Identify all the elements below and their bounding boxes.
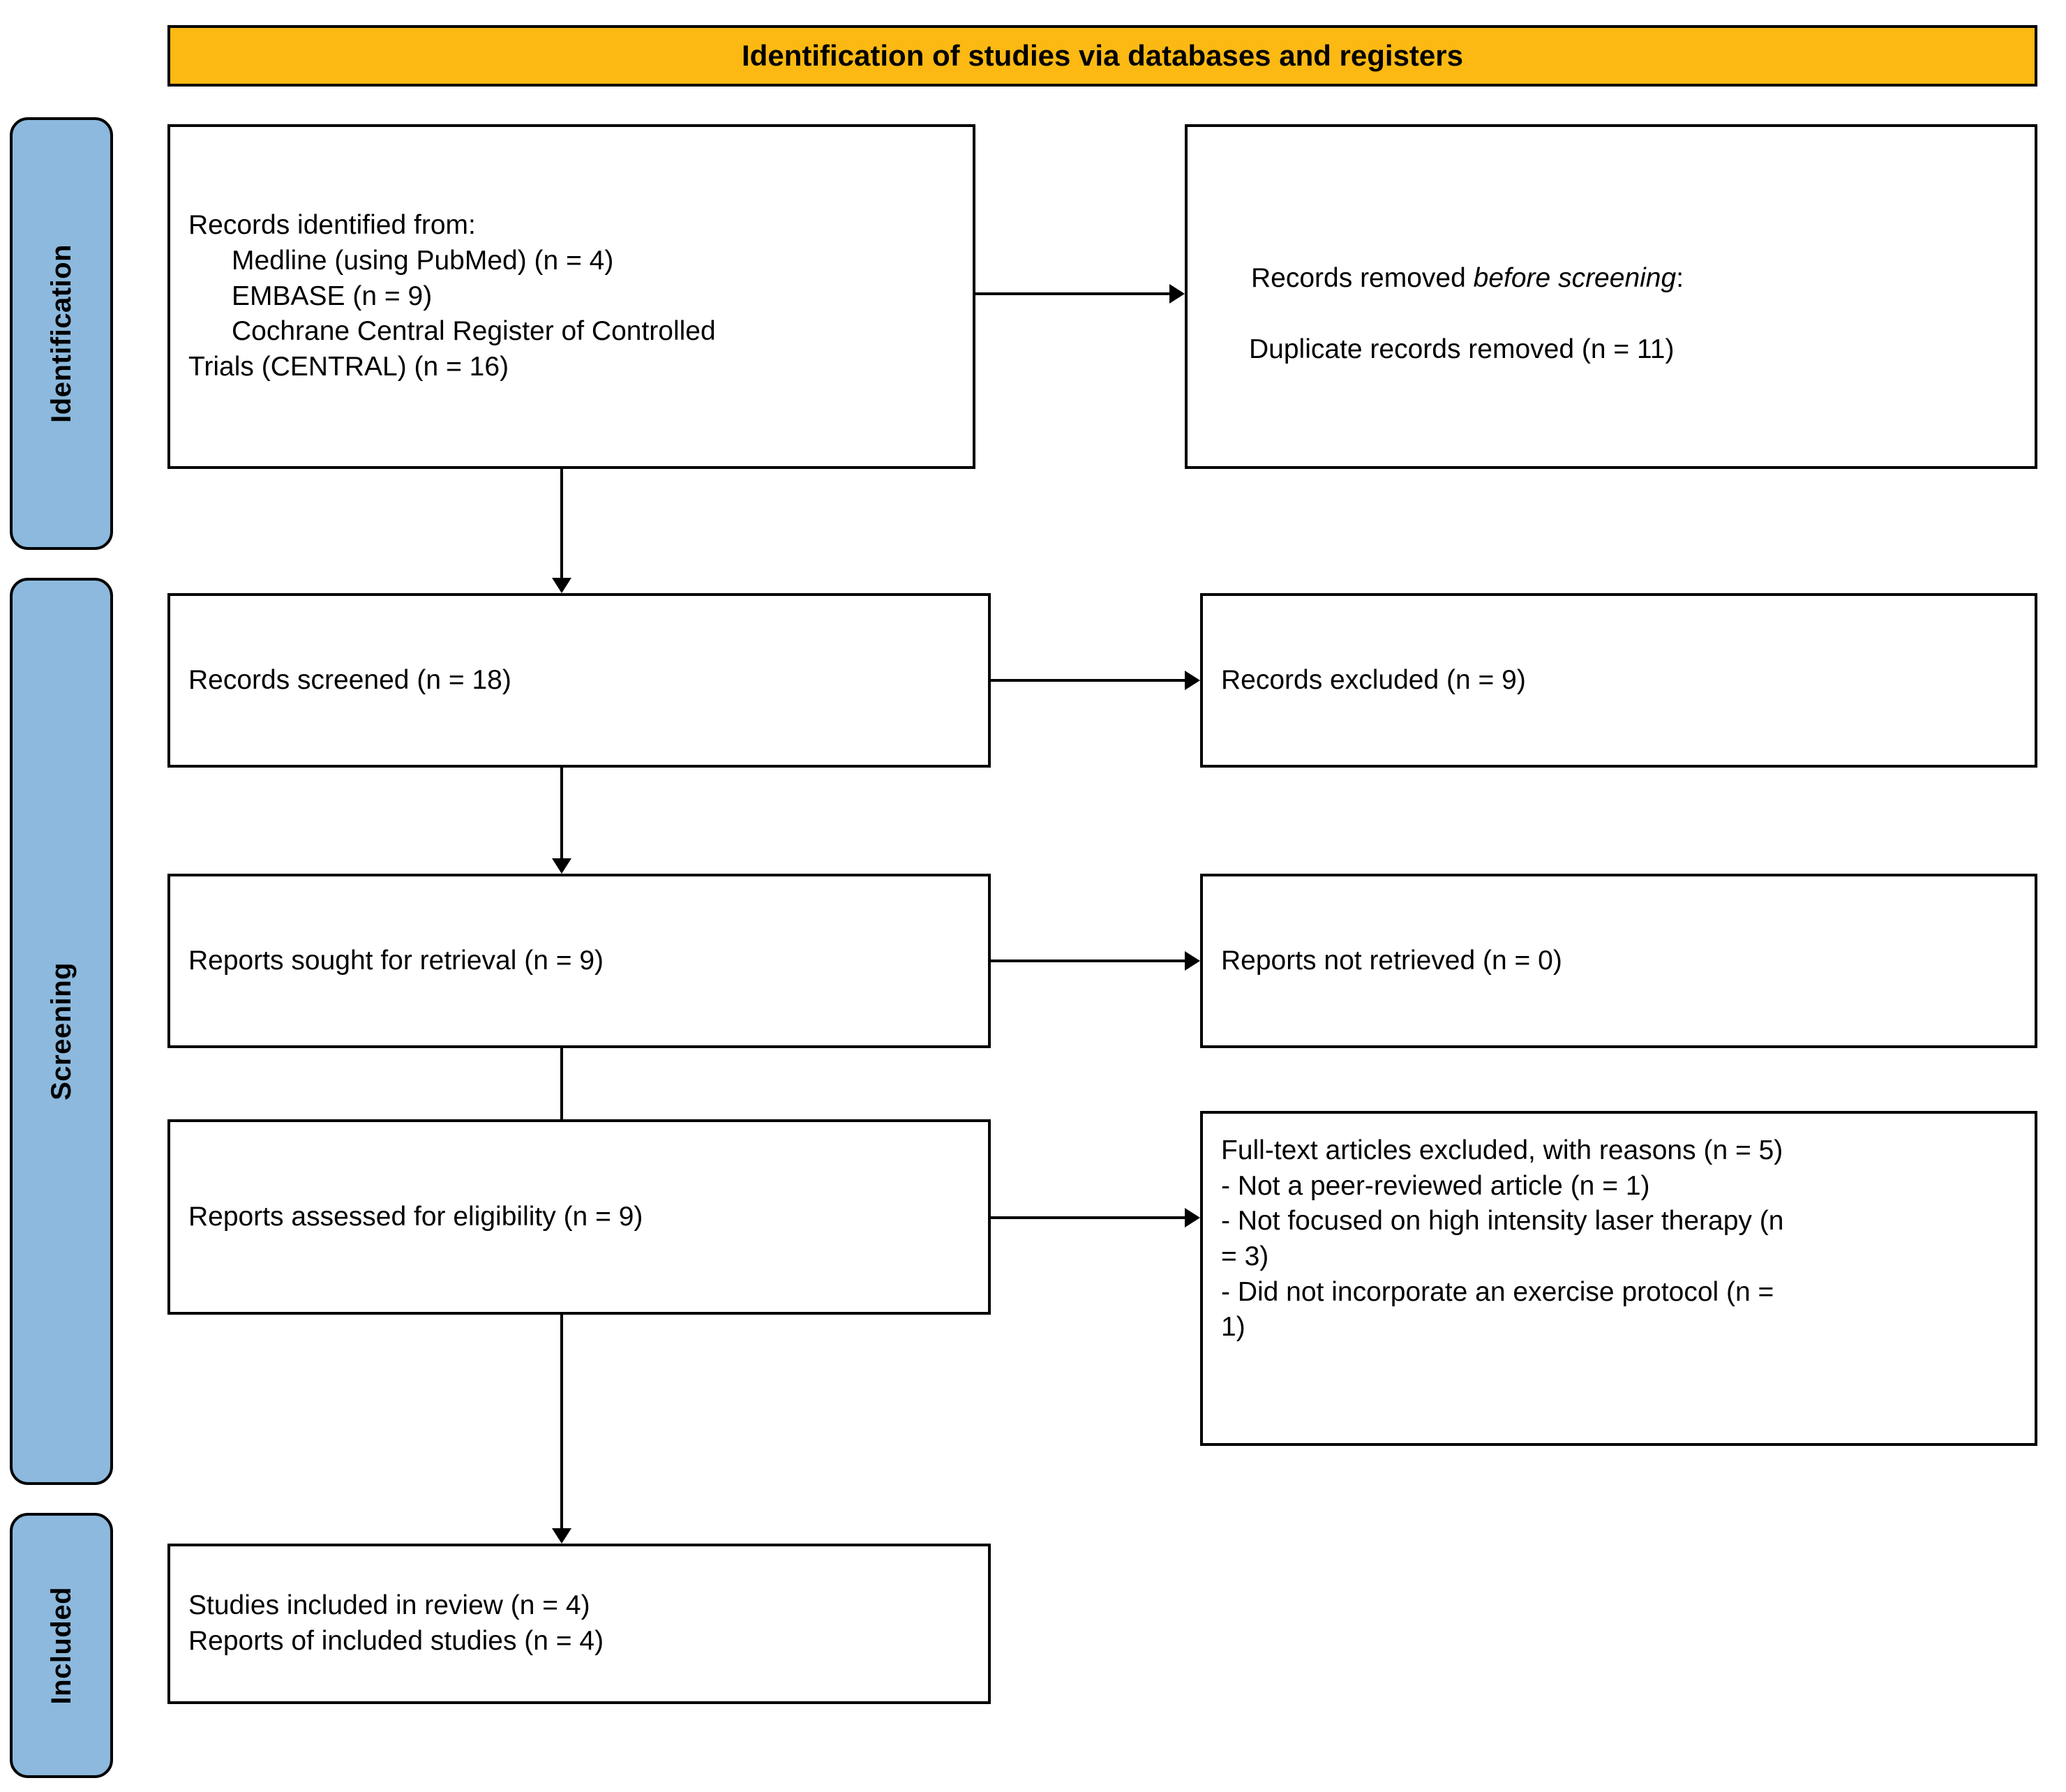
records-removed-line-1: [1206, 226, 2016, 332]
records-excluded-line-1: Records excluded (n = 9): [1221, 664, 1526, 695]
arrow-identified-to-removed: [975, 283, 1185, 304]
fulltext-excluded-line-4: = 3): [1221, 1241, 1269, 1272]
reports-sought-line-1: Reports sought for retrieval (n = 9): [188, 945, 604, 976]
title-banner: [167, 25, 2037, 87]
box-records-excluded: [1200, 593, 2037, 768]
arrow-identified-to-screened: [551, 469, 572, 593]
fulltext-excluded-line-5: - Did not incorporate an exercise protocol (n =: [1221, 1276, 1774, 1307]
records-screened-line-1: Records screened (n = 18): [188, 664, 511, 695]
arrow-screened-to-excluded: [991, 670, 1200, 691]
studies-included-line-1: Studies included in review (n = 4): [188, 1590, 590, 1621]
phase-label-included: Included: [45, 1586, 77, 1705]
records-identified-line-4: Cochrane Central Register of Controlled: [232, 316, 716, 347]
phase-label-screening: Screening: [45, 962, 77, 1100]
page-title: Identification of studies via databases and registers: [742, 39, 1463, 72]
records-removed-text-prefix: Records removed: [1251, 263, 1474, 294]
reports-assessed-line-1: Reports assessed for eligibility (n = 9): [188, 1201, 643, 1232]
phase-bar-identification: [10, 117, 113, 550]
records-removed-italic: before screening: [1473, 263, 1677, 294]
studies-included-line-2: Reports of included studies (n = 4): [188, 1626, 604, 1656]
box-records-identified: [167, 124, 975, 469]
box-records-screened: [167, 593, 991, 768]
arrow-screened-to-sought: [551, 768, 572, 874]
fulltext-excluded-line-3: - Not focused on high intensity laser therapy (n: [1221, 1206, 1784, 1237]
fulltext-excluded-line-1: Full-text articles excluded, with reasons (n = 5): [1221, 1135, 1783, 1165]
reports-not-retrieved-line-1: Reports not retrieved (n = 0): [1221, 945, 1562, 976]
records-identified-line-5: Trials (CENTRAL) (n = 16): [188, 352, 509, 382]
box-reports-sought: [167, 874, 991, 1048]
phase-label-identification: Identification: [45, 244, 77, 423]
phase-bar-included: [10, 1513, 113, 1778]
records-identified-line-2: Medline (using PubMed) (n = 4): [232, 245, 614, 276]
arrow-assessed-to-included: [551, 1315, 572, 1544]
box-fulltext-excluded: [1200, 1111, 2037, 1446]
phase-bar-screening: [10, 578, 113, 1485]
records-removed-text-suffix: :: [1676, 263, 1684, 294]
fulltext-excluded-line-2: - Not a peer-reviewed article (n = 1): [1221, 1170, 1650, 1201]
arrow-assessed-to-fulltext-excluded: [991, 1207, 1200, 1228]
records-identified-line-1: Records identified from:: [188, 210, 476, 241]
box-studies-included: [167, 1544, 991, 1704]
records-removed-line-2: Duplicate records removed (n = 11): [1249, 334, 1675, 364]
box-records-removed: [1185, 124, 2037, 469]
box-reports-not-retrieved: [1200, 874, 2037, 1048]
box-reports-assessed: [167, 1119, 991, 1315]
arrow-sought-to-not-retrieved: [991, 950, 1200, 971]
fulltext-excluded-line-6: 1): [1221, 1312, 1245, 1343]
records-identified-line-3: EMBASE (n = 9): [232, 281, 433, 311]
